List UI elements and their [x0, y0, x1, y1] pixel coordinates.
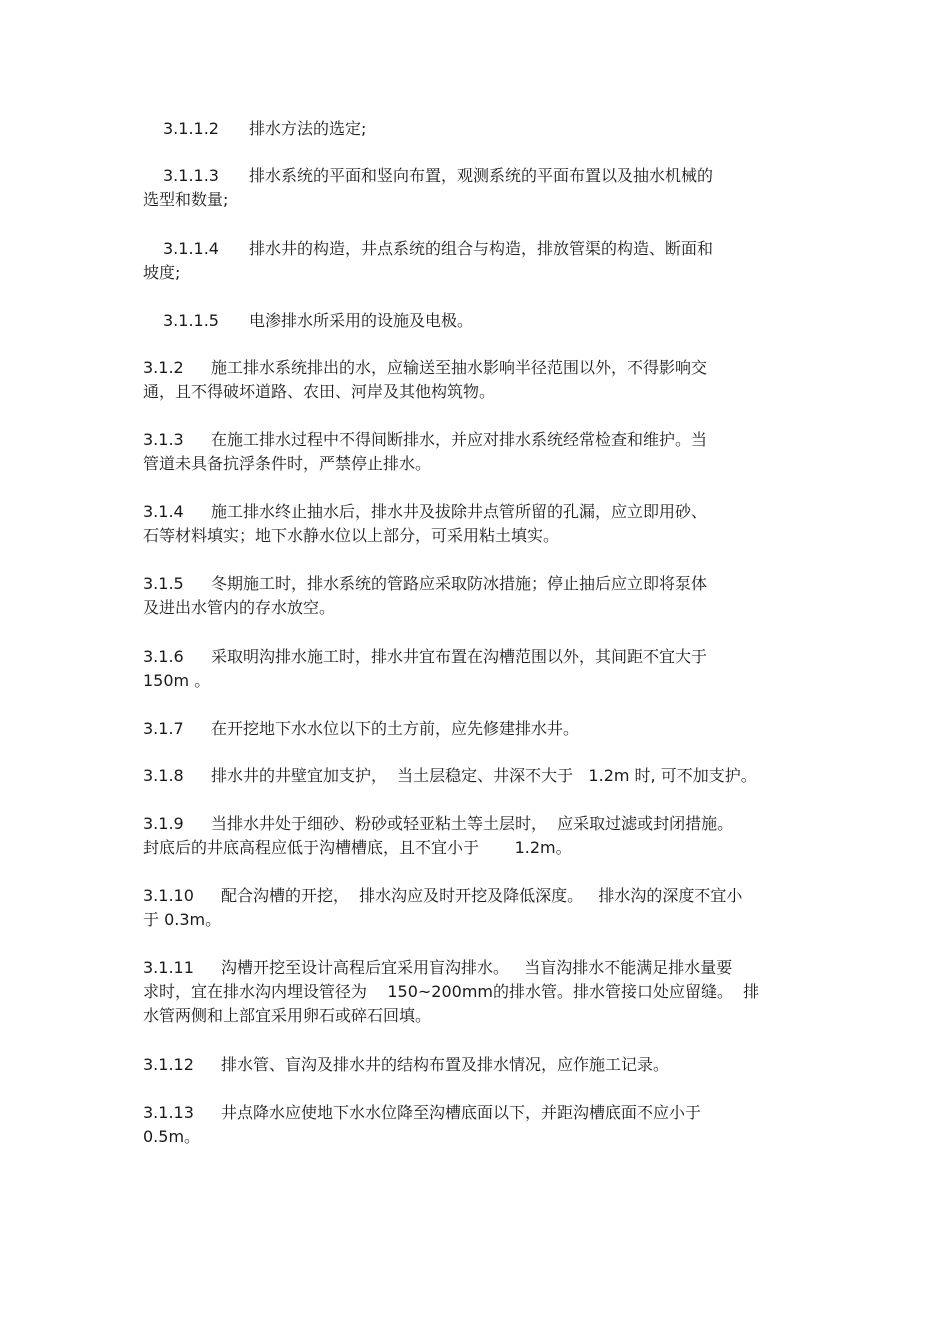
text-line: 坡度; — [143, 263, 181, 282]
text-line — [143, 645, 823, 669]
clause-number: 3.1.1.4 — [163, 239, 219, 258]
clause-text: 电渗排水所采用的设施及电极。 — [249, 311, 474, 330]
text-line — [143, 1101, 823, 1125]
text-line: 于 0.3m。 — [143, 910, 222, 929]
clause-text: 排水井的构造，井点系统的组合与构造，排放管渠的构造、断面和 — [249, 239, 714, 258]
paragraph-3-1-1-3 — [143, 164, 823, 212]
text-line — [143, 428, 823, 452]
paragraph-3-1-12 — [143, 1053, 823, 1077]
text-line — [143, 237, 823, 261]
clause-text: 配合沟槽的开挖， 排水沟应及时开挖及降低深度。 排水沟的深度不宜小 — [221, 886, 743, 905]
text-line — [143, 812, 823, 836]
text-line — [143, 956, 823, 980]
paragraph-3-1-1-5 — [143, 309, 823, 333]
paragraph-3-1-5 — [143, 572, 823, 620]
clause-number: 3.1.8 — [143, 766, 184, 785]
paragraph-3-1-7 — [143, 717, 823, 741]
clause-text: 在施工排水过程中不得间断排水，并应对排水系统经常检查和维护。当 — [211, 430, 708, 449]
clause-text: 在开挖地下水水位以下的土方前，应先修建排水井。 — [211, 719, 580, 738]
paragraph-3-1-1-4 — [143, 237, 823, 285]
paragraph-3-1-4 — [143, 500, 823, 548]
clause-number: 3.1.9 — [143, 814, 184, 833]
text-line — [143, 309, 823, 333]
text-line: 求时，宜在排水沟内埋设管径为 150~200mm的排水管。排水管接口处应留缝。 排 — [143, 982, 760, 1001]
clause-number: 3.1.2 — [143, 358, 184, 377]
clause-number: 3.1.1.5 — [163, 311, 219, 330]
clause-number: 3.1.13 — [143, 1103, 194, 1122]
text-line: 150m 。 — [143, 671, 211, 690]
clause-number: 3.1.1.3 — [163, 166, 219, 185]
clause-text: 冬期施工时，排水系统的管路应采取防冰措施；停止抽后应立即将泵体 — [211, 574, 708, 593]
clause-number: 3.1.5 — [143, 574, 184, 593]
clause-text: 施工排水系统排出的水，应输送至抽水影响半径范围以外，不得影响交 — [211, 358, 708, 377]
text-line — [143, 572, 823, 596]
clause-number: 3.1.3 — [143, 430, 184, 449]
text-line — [143, 356, 823, 380]
text-line: 管道未具备抗浮条件时，严禁停止排水。 — [143, 454, 432, 473]
clause-number: 3.1.10 — [143, 886, 194, 905]
text-line: 石等材料填实；地下水静水位以上部分，可采用粘土填实。 — [143, 526, 560, 545]
clause-number: 3.1.4 — [143, 502, 184, 521]
paragraph-3-1-1-2 — [143, 117, 823, 141]
text-line: 及进出水管内的存水放空。 — [143, 598, 336, 617]
clause-number: 3.1.1.2 — [163, 119, 219, 138]
paragraph-3-1-3 — [143, 428, 823, 476]
paragraph-3-1-11 — [143, 956, 823, 1028]
text-line — [143, 717, 823, 741]
text-line — [143, 117, 823, 141]
clause-text: 沟槽开挖至设计高程后宜采用盲沟排水。 当盲沟排水不能满足排水量要 — [221, 958, 733, 977]
clause-number: 3.1.6 — [143, 647, 184, 666]
paragraph-3-1-10 — [143, 884, 823, 932]
clause-number: 3.1.7 — [143, 719, 184, 738]
text-line — [143, 164, 823, 188]
clause-text: 排水方法的选定; — [249, 119, 367, 138]
text-line — [143, 764, 823, 788]
text-line — [143, 1053, 823, 1077]
clause-number: 3.1.12 — [143, 1055, 194, 1074]
clause-number: 3.1.11 — [143, 958, 194, 977]
paragraph-3-1-6 — [143, 645, 823, 693]
clause-text: 排水系统的平面和竖向布置，观测系统的平面布置以及抽水机械的 — [249, 166, 714, 185]
paragraph-3-1-13 — [143, 1101, 823, 1149]
clause-text: 施工排水终止抽水后，排水井及拔除井点管所留的孔漏，应立即用砂、 — [211, 502, 708, 521]
text-line: 封底后的井底高程应低于沟槽槽底，且不宜小于 1.2m。 — [143, 838, 572, 857]
clause-text: 排水管、盲沟及排水井的结构布置及排水情况，应作施工记录。 — [221, 1055, 670, 1074]
paragraph-3-1-9 — [143, 812, 823, 860]
clause-text: 井点降水应使地下水水位降至沟槽底面以下，并距沟槽底面不应小于 — [221, 1103, 702, 1122]
clause-text: 采取明沟排水施工时，排水井宜布置在沟槽范围以外，其间距不宜大于 — [211, 647, 708, 666]
clause-text: 当排水井处于细砂、粉砂或轻亚粘土等土层时， 应采取过滤或封闭措施。 — [211, 814, 734, 833]
clause-text: 排水井的井壁宜加支护， 当土层稳定、井深不大于 1.2m 时, 可不加支护。 — [211, 766, 757, 785]
text-line: 0.5m。 — [143, 1127, 201, 1146]
text-line: 通，且不得破坏道路、农田、河岸及其他构筑物。 — [143, 382, 496, 401]
text-line — [143, 500, 823, 524]
text-line — [143, 884, 823, 908]
text-line: 水管两侧和上部宜采用卵石或碎石回填。 — [143, 1006, 432, 1025]
text-line: 选型和数量; — [143, 190, 229, 209]
paragraph-3-1-8 — [143, 764, 823, 788]
paragraph-3-1-2 — [143, 356, 823, 404]
